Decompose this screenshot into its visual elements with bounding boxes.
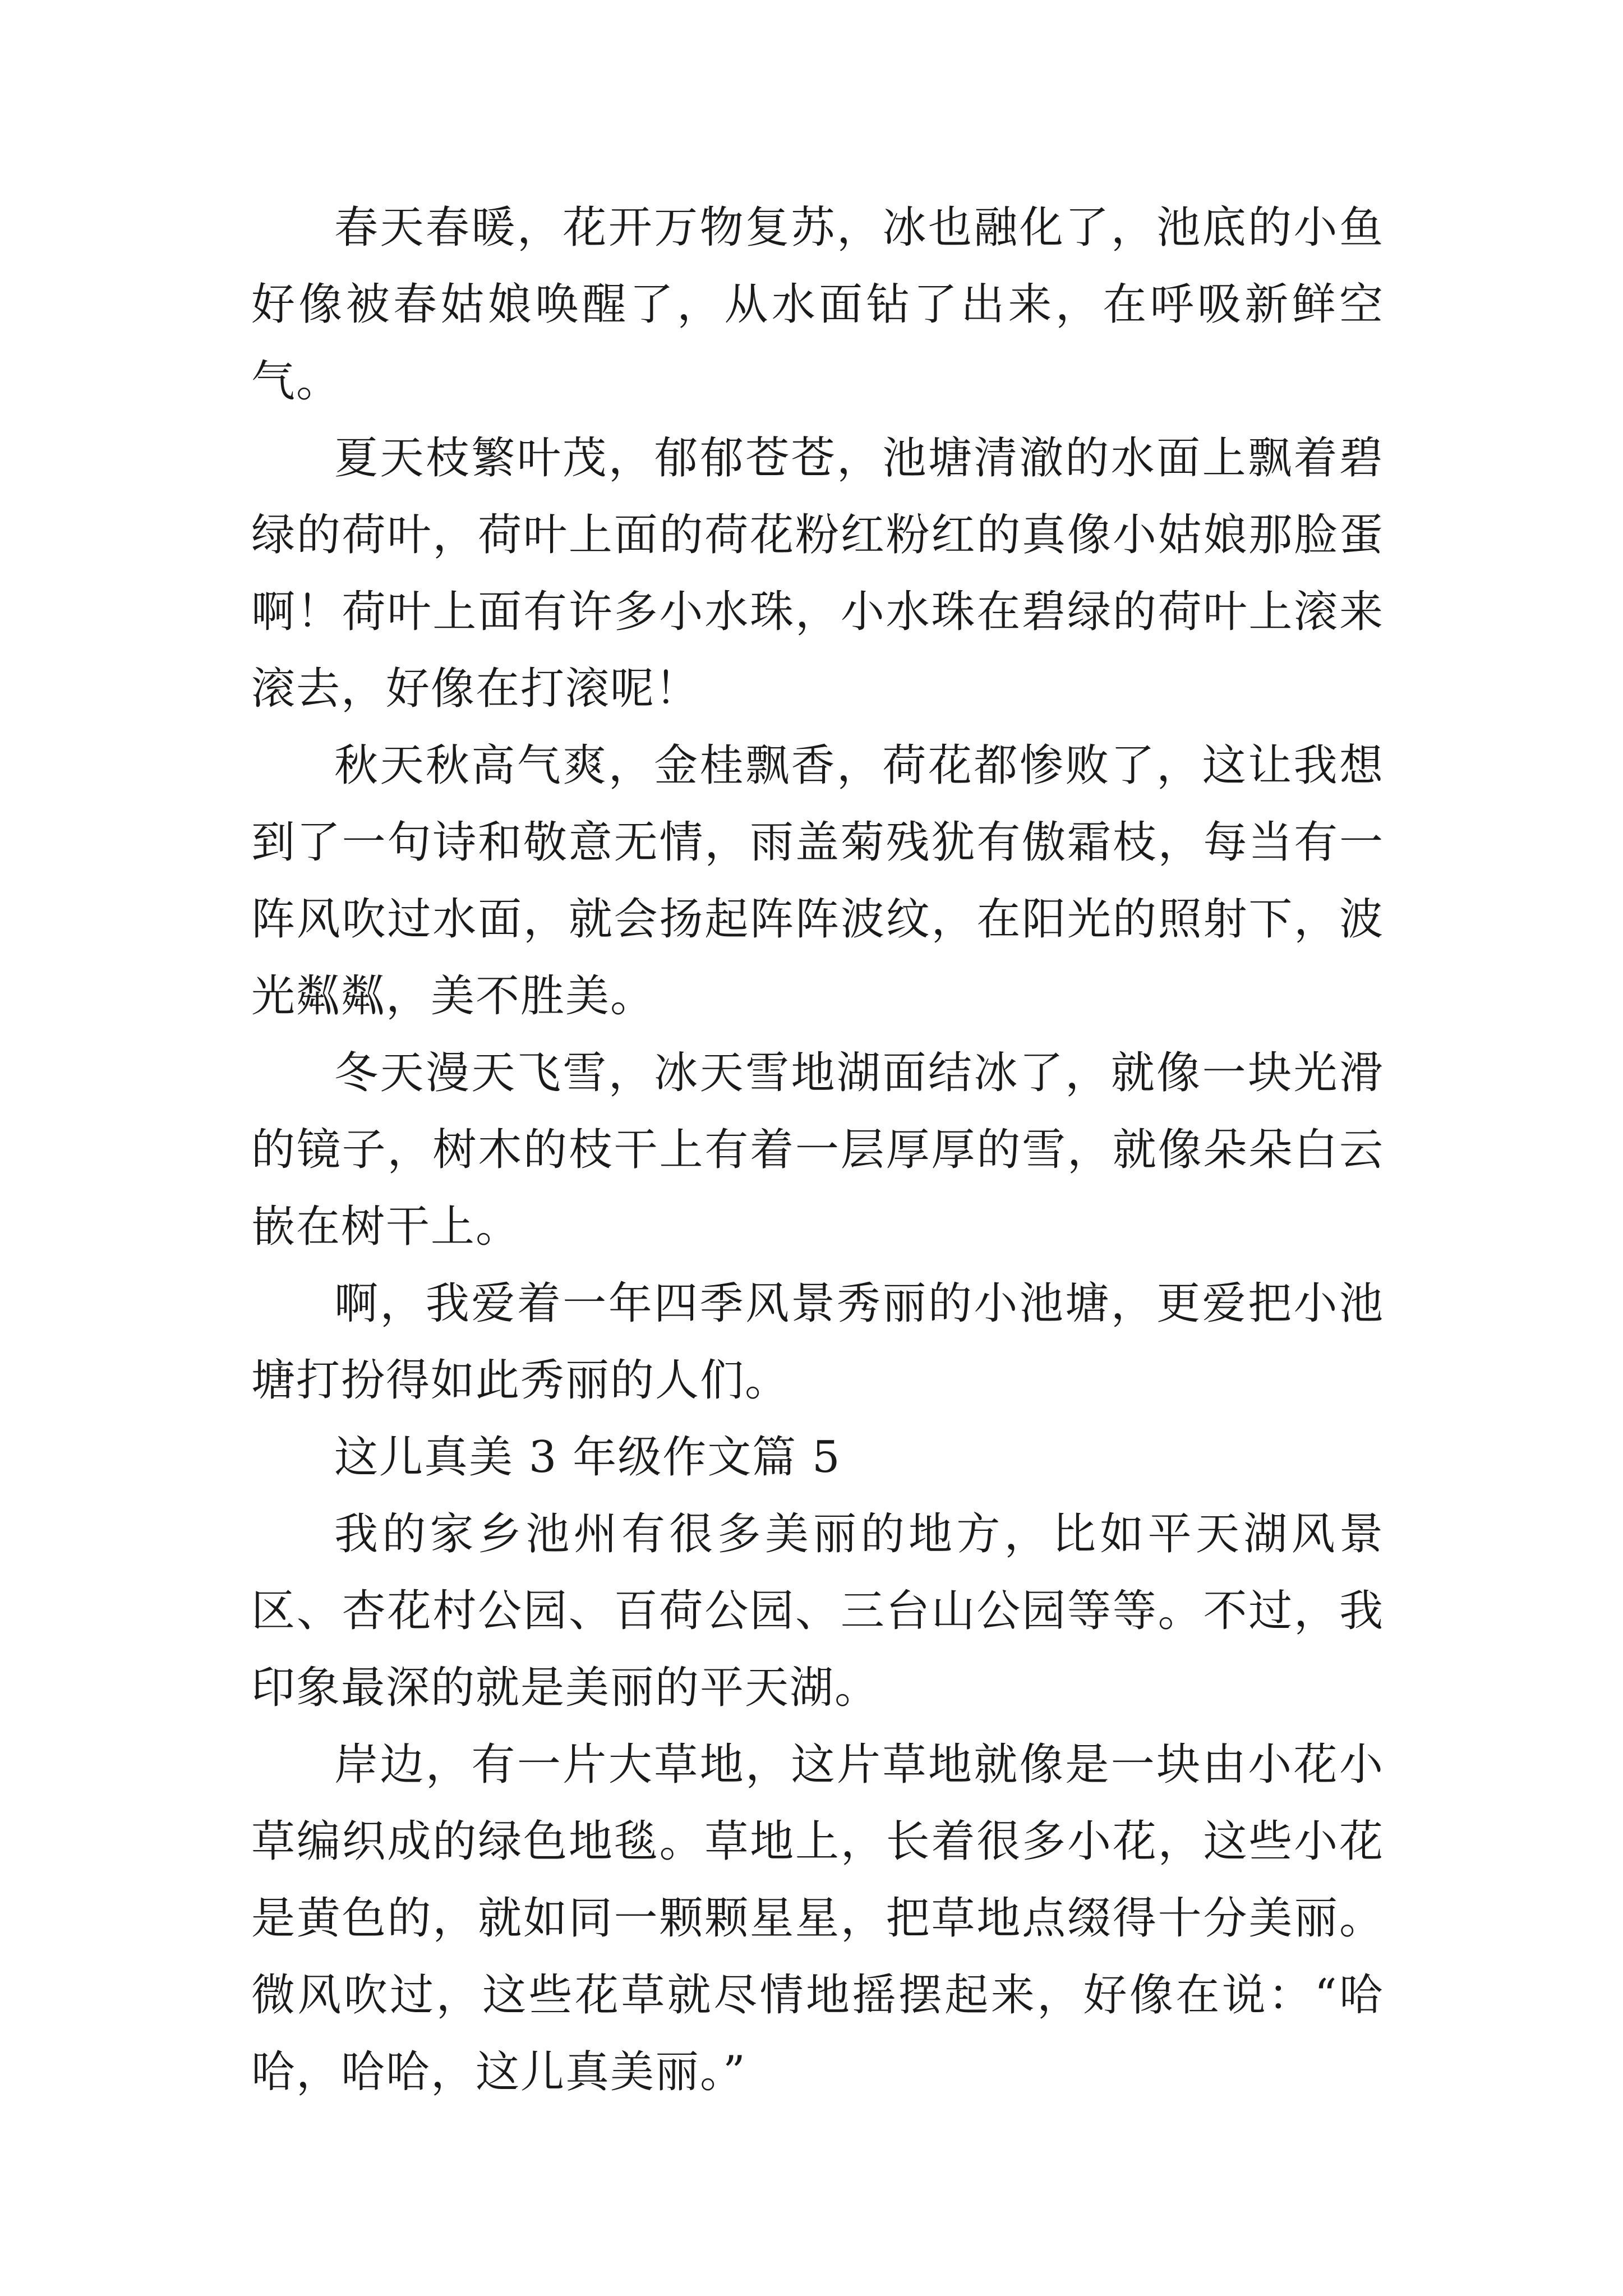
paragraph-hometown: 我的家乡池州有很多美丽的地方，比如平天湖风景区、杏花村公园、百荷公园、三台山公园等等。不过，我印象最深的就是美丽的平天湖。 [251, 1509, 1384, 1713]
paragraph-summer: 夏天枝繁叶茂，郁郁苍苍，池塘清澈的水面上飘着碧绿的荷叶，荷叶上面的荷花粉红粉红的真像小姑娘那脸蛋啊！荷叶上面有许多小水珠，小水珠在碧绿的荷叶上滚来滚去，好像在打滚呢！ [251, 433, 1384, 714]
document-body [251, 190, 1384, 2111]
paragraph-winter: 冬天漫天飞雪，冰天雪地湖面结冰了，就像一块光滑的镜子，树木的枝干上有着一层厚厚的雪，就像朵朵白云嵌在树干上。 [251, 1048, 1384, 1252]
paragraph-spring: 春天春暖，花开万物复苏，冰也融化了，池底的小鱼好像被春姑娘唤醒了，从水面钻了出来，在呼吸新鲜空气。 [251, 203, 1384, 407]
paragraph-closing: 啊，我爱着一年四季风景秀丽的小池塘，更爱把小池塘打扮得如此秀丽的人们。 [251, 1278, 1384, 1406]
paragraph-grassland: 岸边，有一片大草地，这片草地就像是一块由小花小草编织成的绿色地毯。草地上，长着很多小花，这些小花是黄色的，就如同一颗颗星星，把草地点缀得十分美丽。微风吹过，这些花草就尽情地摇摆起来，好像在说：“哈哈，哈哈，这儿真美丽。” [251, 1740, 1384, 2097]
section-heading: 这儿真美 3 年级作文篇 5 [334, 1432, 841, 1483]
paragraph-autumn: 秋天秋高气爽，金桂飘香，荷花都惨败了，这让我想到了一句诗和敬意无情，雨盖菊残犹有傲霜枝，每当有一阵风吹过水面，就会扬起阵阵波纹，在阳光的照射下，波光粼粼，美不胜美。 [251, 740, 1384, 1022]
